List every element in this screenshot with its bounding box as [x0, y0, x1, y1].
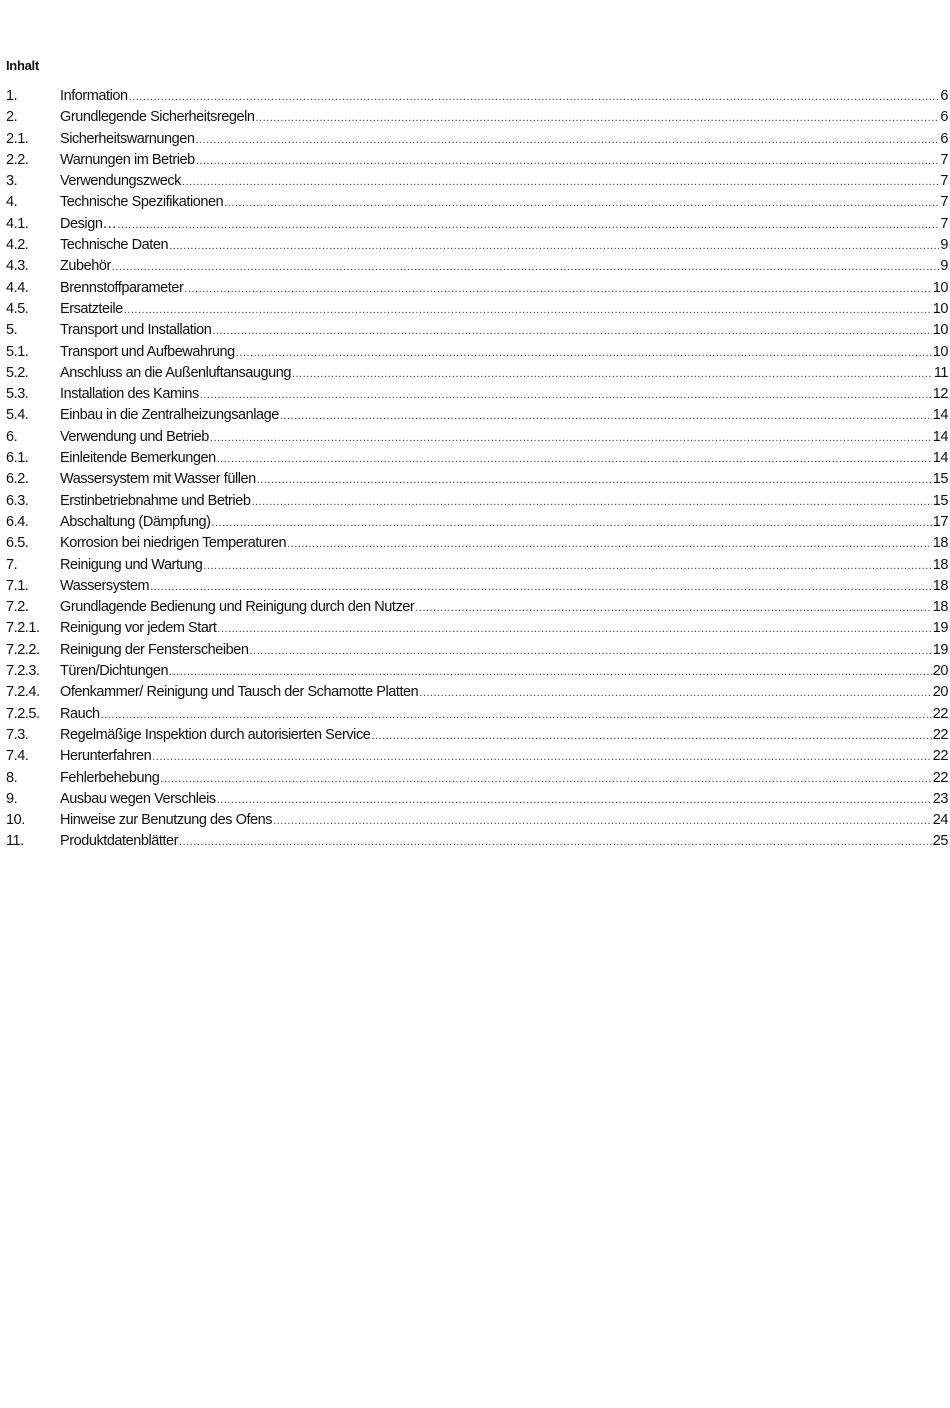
toc-entry-number: 5. — [6, 322, 18, 339]
toc-entry-title: Zubehör — [60, 258, 111, 275]
toc-entry[interactable] — [6, 131, 948, 152]
toc-entry-title: Einbau in die Zentralheizungsanlage — [60, 407, 279, 424]
toc-dot-leader — [212, 325, 931, 337]
toc-entry[interactable] — [6, 770, 948, 791]
toc-entry-page-number: 22 — [932, 748, 948, 765]
toc-entry[interactable] — [6, 450, 948, 471]
toc-entry-number: 7. — [6, 556, 18, 573]
toc-dot-leader — [150, 581, 932, 593]
toc-entry-number: 2. — [6, 109, 18, 126]
toc-entry-page-number: 10 — [932, 300, 948, 317]
toc-entry-page-number: 20 — [932, 663, 948, 680]
toc-entry-number: 5.2. — [6, 364, 29, 381]
toc-dot-leader — [160, 773, 931, 785]
toc-entry-title: Technische Daten — [60, 237, 169, 254]
toc-entry[interactable] — [6, 237, 948, 258]
toc-entry-title: Rauch — [60, 705, 100, 722]
toc-dot-leader — [371, 730, 931, 742]
toc-entry-title: Einleitende Bemerkungen — [60, 450, 216, 467]
toc-dot-leader — [184, 283, 931, 295]
toc-entry[interactable] — [6, 514, 948, 535]
toc-entry[interactable] — [6, 173, 948, 194]
toc-entry-title: Wassersystem mit Wasser füllen — [60, 471, 256, 488]
toc-entry-title: Ersatzteile — [60, 300, 123, 317]
toc-entry-number: 7.2.3. — [6, 663, 40, 680]
toc-entry-title: Transport und Installation — [60, 322, 212, 339]
toc-dot-leader — [203, 560, 931, 572]
toc-entry-number: 4.2. — [6, 237, 29, 254]
toc-entry-title: Reinigung der Fensterscheiben — [60, 641, 249, 658]
toc-entry-number: 6.1. — [6, 450, 29, 467]
toc-entry-number: 6. — [6, 428, 18, 445]
toc-entry-title: Verwendungszweck — [60, 173, 181, 190]
toc-entry-page-number: 7 — [940, 151, 948, 168]
toc-entry[interactable] — [6, 109, 948, 130]
toc-entry[interactable] — [6, 194, 948, 215]
toc-entry-title: Fehlerbehebung — [60, 769, 160, 786]
toc-entry-title: Technische Spezifikationen — [60, 194, 224, 211]
toc-dot-leader — [251, 496, 931, 508]
toc-entry-page-number: 18 — [932, 599, 948, 616]
toc-entry-page-number: 10 — [932, 343, 948, 360]
toc-entry[interactable] — [6, 663, 948, 684]
toc-entry-number: 4.4. — [6, 279, 29, 296]
toc-entry-page-number: 14 — [932, 450, 948, 467]
toc-dot-leader — [415, 602, 932, 614]
toc-entry-number: 10. — [6, 812, 25, 829]
toc-entry[interactable] — [6, 429, 948, 450]
toc-entry[interactable] — [6, 812, 948, 833]
toc-entry-number: 4.1. — [6, 215, 29, 232]
toc-entry[interactable] — [6, 535, 948, 556]
toc-entry[interactable] — [6, 88, 948, 109]
toc-dot-leader — [124, 304, 932, 316]
toc-entry-number: 6.2. — [6, 471, 29, 488]
toc-entry-number: 11. — [6, 833, 24, 850]
toc-entry[interactable] — [6, 684, 948, 705]
toc-entry[interactable] — [6, 578, 948, 599]
toc-entry-page-number: 25 — [932, 833, 948, 850]
toc-dot-leader — [273, 815, 932, 827]
toc-entry-page-number: 7 — [940, 215, 948, 232]
toc-entry[interactable] — [6, 344, 948, 365]
toc-entry-title: Ausbau wegen Verschleis — [60, 790, 216, 807]
toc-entry-title: Ofenkammer/ Reinigung und Tausch der Schamotte Platten — [60, 684, 419, 701]
toc-entry-title: Verwendung und Betrieb — [60, 428, 209, 445]
toc-entry-page-number: 9 — [940, 258, 948, 275]
toc-entry-number: 1. — [6, 88, 18, 104]
toc-entry-page-number: 14 — [932, 407, 948, 424]
toc-entry-page-number: 7 — [940, 194, 948, 211]
toc-entry-page-number: 9 — [940, 237, 948, 254]
toc-entry-page-number: 18 — [932, 556, 948, 573]
toc-entry[interactable] — [6, 365, 948, 386]
toc-entry-title: Brennstoffparameter — [60, 279, 184, 296]
toc-entry-title: Abschaltung (Dämpfung) — [60, 513, 211, 530]
toc-entry-title: Regelmäßige Inspektion durch autorisierten Service — [60, 726, 371, 743]
toc-dot-leader — [287, 538, 932, 550]
toc-entry-page-number: 11 — [933, 364, 948, 381]
toc-entry[interactable] — [6, 493, 948, 514]
toc-entry-number: 5.4. — [6, 407, 29, 424]
toc-dot-leader — [195, 134, 939, 146]
toc-entry-number: 7.2.2. — [6, 641, 40, 658]
toc-entry-number: 7.2.5. — [6, 705, 40, 722]
toc-dot-leader — [200, 389, 932, 401]
toc-dot-leader — [217, 794, 932, 806]
toc-dot-leader — [182, 176, 939, 188]
toc-entry-number: 4.5. — [6, 300, 29, 317]
toc-entry-title: Warnungen im Betrieb — [60, 151, 195, 168]
toc-entry-number: 4.3. — [6, 258, 29, 275]
toc-entry-title: Produktdatenblätter — [60, 833, 179, 850]
toc-entry-title: Transport und Aufbewahrung — [60, 343, 235, 360]
toc-entry[interactable] — [6, 706, 948, 727]
toc-entry-page-number: 19 — [932, 620, 948, 637]
toc-entry-title: Reinigung vor jedem Start — [60, 620, 217, 637]
toc-entry[interactable] — [6, 833, 948, 854]
toc-dot-leader — [257, 474, 932, 486]
toc-entry[interactable] — [6, 471, 948, 492]
toc-entry[interactable] — [6, 642, 948, 663]
toc-entry-number: 6.3. — [6, 492, 29, 509]
toc-dot-leader — [224, 197, 939, 209]
toc-entry-page-number: 22 — [932, 726, 948, 743]
toc-dot-leader — [101, 709, 932, 721]
toc-entry[interactable] — [6, 557, 948, 578]
toc-dot-leader — [179, 836, 932, 848]
toc-entry[interactable] — [6, 748, 948, 769]
toc-entry-number: 8. — [6, 769, 18, 786]
toc-entry[interactable] — [6, 216, 948, 237]
toc-entry-title: Erstinbetriebnahme und Betrieb — [60, 492, 251, 509]
toc-entry[interactable] — [6, 258, 948, 279]
toc-entry-page-number: 19 — [932, 641, 948, 658]
toc-dot-leader — [129, 91, 940, 103]
toc-entry-page-number: 6 — [940, 88, 948, 104]
toc-entry-title: Reinigung und Wartung — [60, 556, 203, 573]
toc-dot-leader — [236, 347, 932, 359]
toc-entry-number: 5.3. — [6, 386, 29, 403]
toc-entry[interactable] — [6, 152, 948, 173]
toc-entry-number: 9. — [6, 790, 18, 807]
toc-dot-leader — [212, 517, 932, 529]
toc-entry-page-number: 6 — [940, 109, 948, 126]
toc-entry-page-number: 10 — [932, 279, 948, 296]
toc-entry-page-number: 24 — [932, 812, 948, 829]
toc-entry-number: 2.2. — [6, 151, 29, 168]
toc-dot-leader — [217, 453, 932, 465]
toc-entry-title: Sicherheitswarnungen — [60, 130, 195, 147]
toc-dot-leader — [196, 155, 940, 167]
toc-entry[interactable] — [6, 727, 948, 748]
toc-dot-leader — [280, 410, 932, 422]
toc-dot-leader — [210, 432, 932, 444]
toc-entry-number: 7.3. — [6, 726, 29, 743]
toc-entry-page-number: 14 — [932, 428, 948, 445]
toc-dot-leader — [255, 112, 939, 124]
toc-entry-page-number: 22 — [932, 769, 948, 786]
toc-entry-number: 7.2.4. — [6, 684, 40, 701]
toc-entry[interactable] — [6, 791, 948, 812]
toc-entry-number: 2.1. — [6, 130, 29, 147]
toc-entry-title: Grundlagende Bedienung und Reinigung durch den Nutzer — [60, 599, 415, 616]
toc-entry[interactable] — [6, 620, 948, 641]
toc-entry-title: Türen/Dichtungen — [60, 663, 169, 680]
toc-entry-number: 7.4. — [6, 748, 29, 765]
toc-entry-page-number: 15 — [932, 471, 948, 488]
toc-entry-number: 5.1. — [6, 343, 29, 360]
toc-entry-number: 4. — [6, 194, 18, 211]
toc-entry-page-number: 18 — [932, 535, 948, 552]
toc-entry-title: Installation des Kamins — [60, 386, 199, 403]
table-of-contents — [6, 88, 948, 855]
toc-entry[interactable] — [6, 280, 948, 301]
toc-entry-title: Hinweise zur Benutzung des Ofens — [60, 812, 273, 829]
toc-dot-leader — [249, 645, 931, 657]
toc-dot-leader — [419, 687, 931, 699]
toc-entry[interactable] — [6, 301, 948, 322]
toc-entry-number: 6.4. — [6, 513, 29, 530]
toc-entry-number: 7.1. — [6, 577, 29, 594]
toc-entry-title: Grundlegende Sicherheitsregeln — [60, 109, 255, 126]
toc-entry-number: 7.2.1. — [6, 620, 40, 637]
toc-entry-page-number: 17 — [932, 513, 948, 530]
toc-entry-page-number: 23 — [932, 790, 948, 807]
toc-entry-number: 6.5. — [6, 535, 29, 552]
toc-entry[interactable] — [6, 386, 948, 407]
toc-dot-leader — [118, 219, 940, 231]
toc-dot-leader — [217, 623, 931, 635]
toc-entry-number: 3. — [6, 173, 18, 190]
toc-entry[interactable] — [6, 322, 948, 343]
toc-dot-leader — [169, 666, 932, 678]
toc-dot-leader — [169, 240, 939, 252]
toc-entry-page-number: 18 — [932, 577, 948, 594]
toc-dot-leader — [152, 751, 932, 763]
toc-entry-title: Herunterfahren — [60, 748, 152, 765]
toc-entry-number: 7.2. — [6, 599, 29, 616]
toc-entry-page-number: 20 — [932, 684, 948, 701]
toc-entry-title: Anschluss an die Außenluftansaugung — [60, 364, 291, 381]
toc-entry-title: Design… — [60, 215, 117, 232]
toc-entry-page-number: 22 — [932, 705, 948, 722]
toc-entry-page-number: 7 — [940, 173, 948, 190]
toc-entry[interactable] — [6, 407, 948, 428]
toc-heading: Inhalt — [6, 58, 39, 73]
toc-entry-title: Information — [60, 88, 128, 104]
toc-entry-page-number: 6 — [940, 130, 948, 147]
toc-dot-leader — [292, 368, 933, 380]
toc-entry-page-number: 15 — [932, 492, 948, 509]
toc-entry-title: Wassersystem — [60, 577, 150, 594]
toc-dot-leader — [112, 261, 940, 273]
toc-entry[interactable] — [6, 599, 948, 620]
toc-entry-title: Korrosion bei niedrigen Temperaturen — [60, 535, 287, 552]
toc-entry-page-number: 10 — [932, 322, 948, 339]
toc-entry-page-number: 12 — [932, 386, 948, 403]
